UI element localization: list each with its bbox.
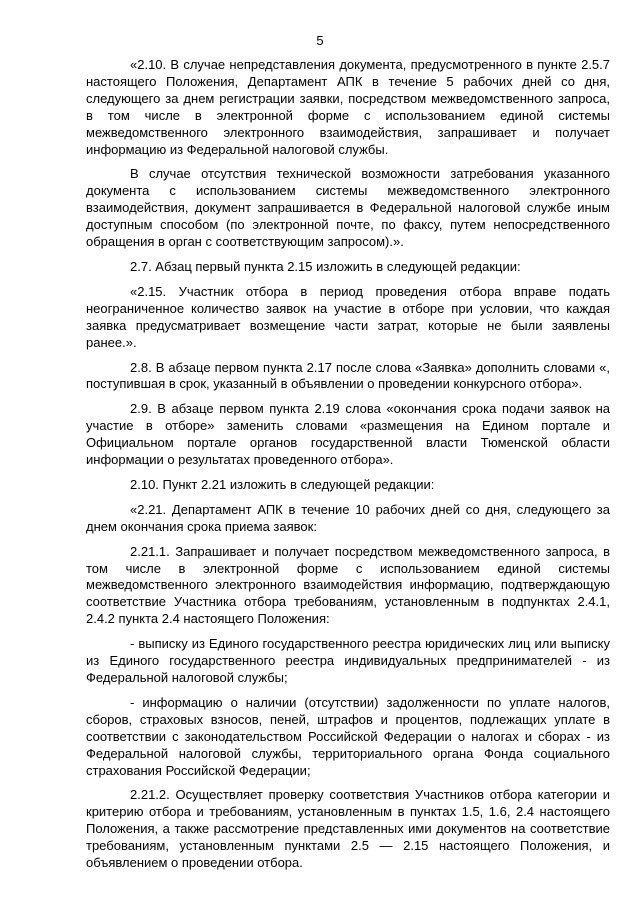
paragraph-2-9: 2.9. В абзаце первом пункта 2.19 слова «окончания срока подачи заявок на участие в отборе» заменить словами «размещения на Едином портале и Официальном портале органов государственной власти Тюменской области информации о результатах проведенного отбора». — [86, 401, 610, 468]
paragraph-2-15-quote: «2.15. Участник отбора в период проведения отбора вправе подать неограниченное количество заявок на участие в отборе при условии, что каждая заявка предусматривает возмещение части затрат, которые не были заявлены ранее.». — [86, 283, 610, 350]
paragraph-2-7: 2.7. Абзац первый пункта 2.15 изложить в следующей редакции: — [130, 258, 521, 274]
list-item-tax-debt-info: - информацию о наличии (отсутствии) задолженности по уплате налогов, сборов, страховых взносов, пеней, штрафов и процентов, подлежащих уплате в соответствии с законодательством Российской Федерации о налогах и сборах - из Федеральной налоговой службы, территориального органа Фонда социального страхования Российской Федерации; — [86, 694, 610, 778]
paragraph-2-21-2: 2.21.2. Осуществляет проверку соответствия Участников отбора категории и критерию отбора и требованиям, установленным в пунктах 1.5, 1.6, 2.4 настоящего Положения, а также рассмотрение представленных ими документов на соответствие требованиям, установленным пунктами 2.5 — 2.15 настоящего Положения, и объявлением о проведении отбора. — [86, 787, 610, 871]
paragraph-2-10-quote: «2.10. В случае непредставления документа, предусмотренного в пункте 2.5.7 настоящего Положения, Департамент АПК в течение 5 рабочих дней со дня, следующего за днем регистрации заявки, посредством межведомственного запроса, в том числе в электронной форме с использованием единой системы межведомственного электронного взаимодействия, запрашивает и получает информацию из Федеральной налоговой службы. — [86, 57, 610, 157]
paragraph-2-10: 2.10. Пункт 2.21 изложить в следующей редакции: — [130, 476, 435, 492]
paragraph-2-21-1: 2.21.1. Запрашивает и получает посредством межведомственного запроса, в том числе в электронной форме с использованием единой системы межведомственного электронного взаимодействия информацию, подтверждающую соответствие Участника отбора требованиям, установленным в подпунктах 2.4.1, 2.4.2 пункта 2.4 настоящего Положения: — [86, 543, 610, 627]
paragraph-2-8: 2.8. В абзаце первом пункта 2.17 после слова «Заявка» дополнить словами «, поступившая в срок, указанный в объявлении о проведении конкурсного отбора». — [86, 359, 610, 392]
list-item-egrul-extract: - выписку из Единого государственного реестра юридических лиц или выписку из Единого государственного реестра индивидуальных предпринимателей - из Федеральной налоговой службы; — [86, 636, 610, 685]
document-body — [86, 57, 610, 880]
paragraph-2-21-quote: «2.21. Департамент АПК в течение 10 рабочих дней со дня, следующего за днем окончания срока приема заявок: — [86, 501, 610, 534]
page-number: 5 — [316, 33, 324, 48]
paragraph-technical-possibility: В случае отсутствия технической возможности затребования указанного документа с использованием системы межведомственного электронного взаимодействия, документ запрашивается в Федеральной налоговой службе иным доступным способом (по электронной почте, по факсу, путем непосредственного обращения в орган с соответствующим запросом).». — [86, 166, 610, 250]
